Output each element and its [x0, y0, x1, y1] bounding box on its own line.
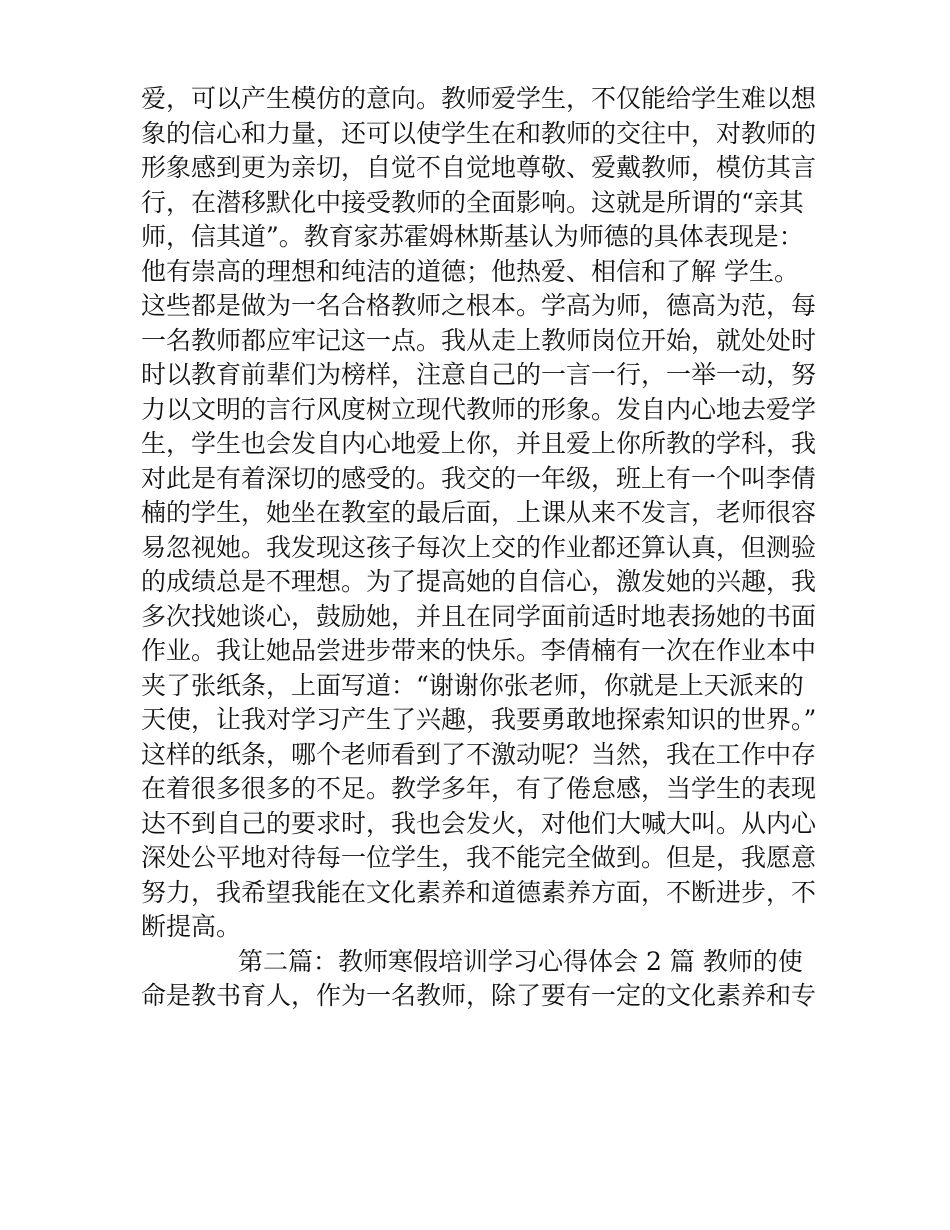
text-line: 的成绩总是不理想。为了提高她的自信心，激发她的兴趣，我 — [141, 567, 817, 596]
text-line: 形象感到更为亲切，自觉不自觉地尊敬、爱戴教师，模仿其言 — [141, 153, 817, 182]
text-line: 力以文明的言行风度树立现代教师的形象。发自内心地去爱学 — [141, 394, 817, 424]
text-line: 爱，可以产生模仿的意向。教师爱学生，不仅能给学生难以想 — [141, 84, 817, 113]
text-line: 时以教育前辈们为榜样，注意自己的一言一行，一举一动，努 — [141, 360, 817, 389]
text-line: 在着很多很多的不足。教学多年，有了倦怠感，当学生的表现 — [141, 774, 817, 803]
text-line: 努力，我希望我能在文化素养和道德素养方面，不断进步，不 — [141, 877, 817, 907]
text-line: 师，信其道”。教育家苏霍姆林斯基认为师德的具体表现是： — [141, 222, 804, 251]
text-line: 生，学生也会发自内心地爱上你，并且爱上你所教的学科，我 — [141, 429, 817, 458]
section-heading-line: 第二篇：教师寒假培训学习心得体会 2 篇 教师的使 — [238, 946, 803, 976]
text-line: 易忽视她。我发现这孩子每次上交的作业都还算认真，但测验 — [141, 532, 817, 562]
text-line: 对此是有着深切的感受的。我交的一年级，班上有一个叫李倩 — [141, 463, 817, 493]
text-line: 多次找她谈心，鼓励她，并且在同学面前适时地表扬她的书面 — [141, 601, 817, 631]
text-line: 命是教书育人，作为一名教师，除了要有一定的文化素养和专 — [141, 981, 817, 1010]
text-line: 深处公平地对待每一位学生，我不能完全做到。但是，我愿意 — [141, 843, 817, 872]
text-line: 这样的纸条，哪个老师看到了不激动呢？当然，我在工作中存 — [141, 739, 817, 769]
text-line: 他有崇高的理想和纯洁的道德；他热爱、相信和了解 学生。 — [141, 256, 799, 286]
text-line: 这些都是做为一名合格教师之根本。学高为师，德高为范，每 — [141, 291, 817, 320]
text-line: 作业。我让她品尝进步带来的快乐。李倩楠有一次在作业本中 — [141, 636, 817, 665]
text-line: 达不到自己的要求时，我也会发火，对他们大喊大叫。从内心 — [141, 808, 817, 838]
text-line: 夹了张纸条，上面写道：“谢谢你张老师，你就是上天派来的 — [141, 670, 804, 700]
text-line: 断提高。 — [141, 912, 242, 941]
body-text — [141, 82, 821, 1014]
text-line: 天使，让我对学习产生了兴趣，我要勇敢地探索知识的世界。” — [141, 705, 817, 734]
text-line: 象的信心和力量，还可以使学生在和教师的交往中，对教师的 — [141, 118, 817, 148]
text-line: 一名教师都应牢记这一点。我从走上教师岗位开始，就处处时 — [141, 325, 817, 355]
text-line: 行，在潜移默化中接受教师的全面影响。这就是所谓的“亲其 — [141, 187, 804, 217]
text-line: 楠的学生，她坐在教室的最后面，上课从来不发言，老师很容 — [141, 498, 817, 527]
